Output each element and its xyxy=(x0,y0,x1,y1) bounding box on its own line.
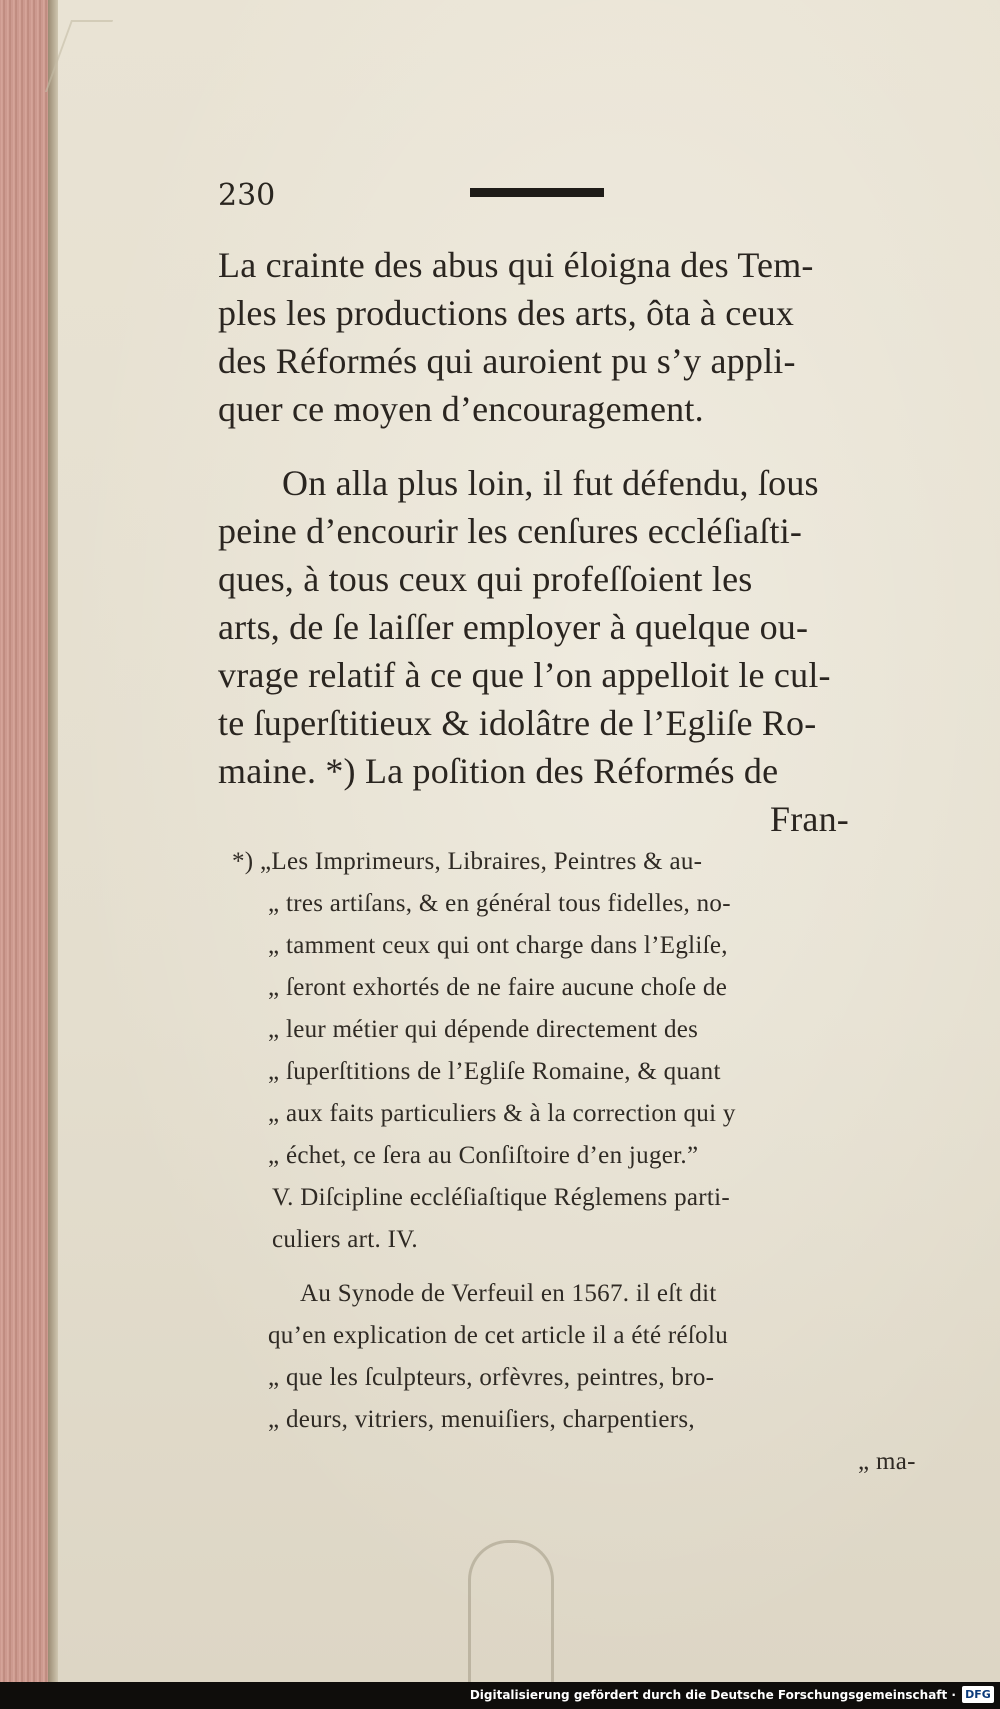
body-line: des Réformés qui auroient pu s’y appli- xyxy=(218,341,796,381)
footnote-line: „ que les ſculpteurs, orfèvres, peintres, bro- xyxy=(268,1364,715,1391)
footnote-line: *) „Les Imprimeurs, Libraires, Peintres & au- xyxy=(232,848,703,875)
footnote-line: „ ſuperſtitions de l’Egliſe Romaine, & quant xyxy=(268,1058,721,1085)
footnote-line: V. Diſcipline eccléſiaſtique Réglemens parti- xyxy=(272,1184,731,1211)
body-line: On alla plus loin, il fut défendu, ſous xyxy=(282,463,819,503)
catchword: Fran- xyxy=(770,799,849,839)
page-number: 230 xyxy=(218,178,276,213)
body-line: ques, à tous ceux qui profeſſoient les xyxy=(218,559,753,599)
footnote-line: Au Synode de Verfeuil en 1567. il eſt dit xyxy=(300,1280,717,1307)
footnote-line: culiers art. IV. xyxy=(272,1226,418,1253)
funding-notice: Digitalisierung gefördert durch die Deutsche Forschungsgemeinschaft · xyxy=(469,1688,956,1702)
body-line: vrage relatif à ce que l’on appelloit le cul- xyxy=(218,655,831,695)
body-line: te ſuperſtitieux & idolâtre de l’Egliſe Ro- xyxy=(218,703,817,743)
footnote-line: „ échet, ce ſera au Conſiſtoire d’en juger.” xyxy=(268,1142,699,1169)
body-line: La crainte des abus qui éloigna des Tem- xyxy=(218,245,814,285)
footnote-line: qu’en explication de cet article il a été réſolu xyxy=(268,1322,729,1349)
catchword: „ ma- xyxy=(858,1448,916,1475)
dfg-logo: DFG xyxy=(962,1686,994,1703)
body-line: maine. *) La poſition des Réformés de xyxy=(218,751,779,791)
footnote-line: „ leur métier qui dépende directement des xyxy=(268,1016,699,1043)
body-line: quer ce moyen d’encouragement. xyxy=(218,389,704,429)
body-line: peine d’encourir les cenſures eccléſiaſti- xyxy=(218,511,803,551)
footnote-line: „ ſeront exhortés de ne faire aucune choſe de xyxy=(268,974,728,1001)
footnote-line: „ tamment ceux qui ont charge dans l’Egliſe, xyxy=(268,932,728,959)
binding-shadow xyxy=(48,0,58,1709)
footnote-line: „ deurs, vitriers, menuiſiers, charpentiers, xyxy=(268,1406,695,1433)
footnote-line: „ tres artiſans, & en général tous fidelles, no- xyxy=(268,890,731,917)
book-page-edges xyxy=(0,0,48,1709)
page-arch-stain xyxy=(468,1540,554,1693)
footnote-line: „ aux faits particuliers & à la correction qui y xyxy=(268,1100,736,1127)
header-rule xyxy=(470,188,604,197)
body-line: arts, de ſe laiſſer employer à quelque ou- xyxy=(218,607,809,647)
body-line: ples les productions des arts, ôta à ceux xyxy=(218,293,795,333)
